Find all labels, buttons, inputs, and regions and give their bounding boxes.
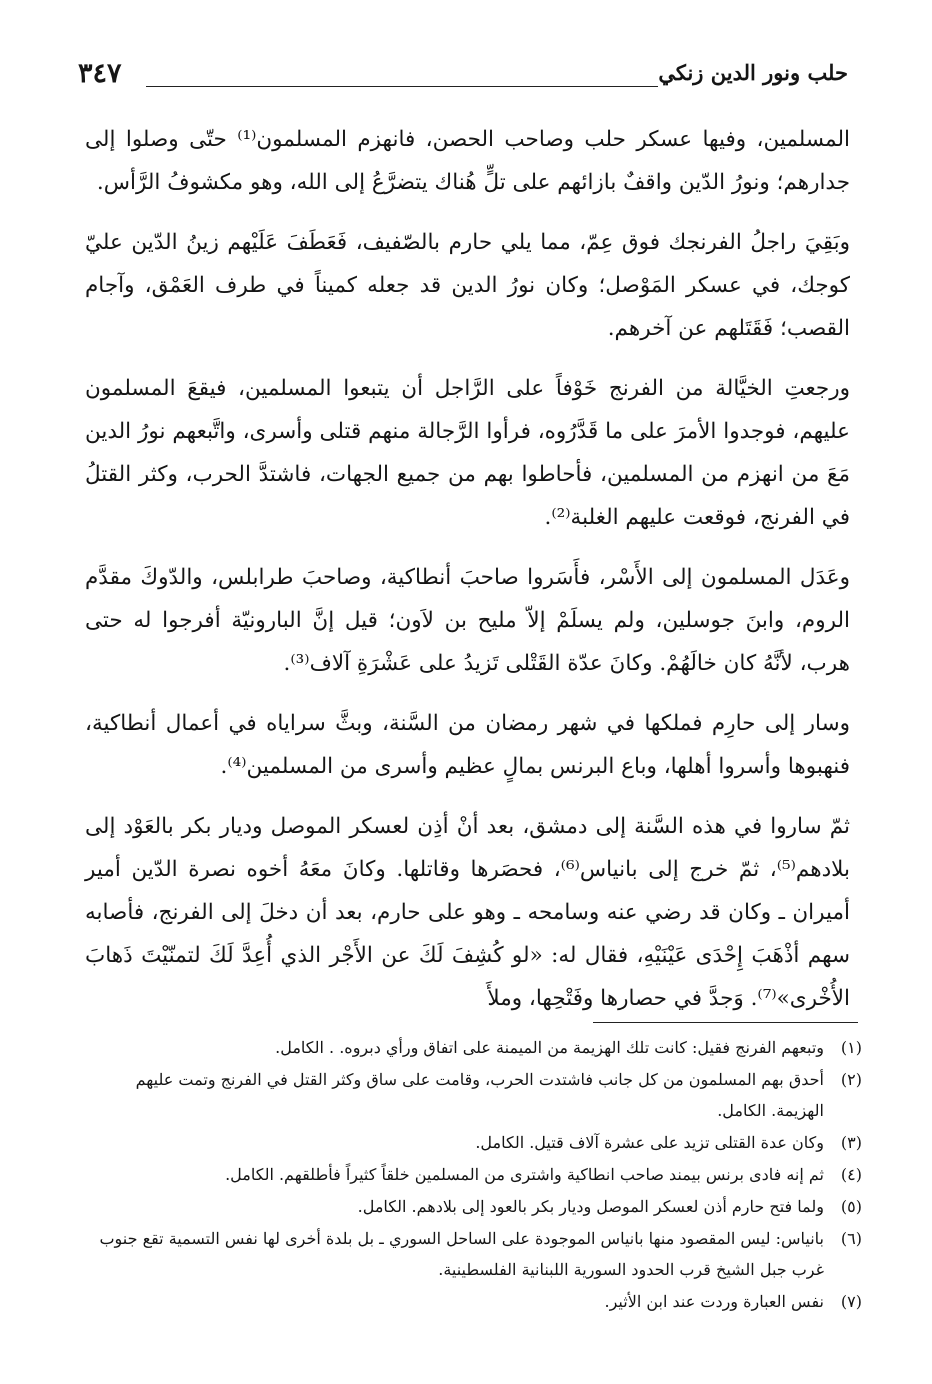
- page-header: [78, 56, 848, 96]
- footnote-text: وكان عدة القتلى تزيد على عشرة آلاف قتيل. الكامل.: [475, 1133, 824, 1152]
- paragraph: وبَقِيَ راجلُ الفرنجك فوق عِمّ، مما يلي حارم بالصّفيف، فَعَطَفَ عَلَيْهم زينُ الدّين عليّ كوجك، في عسكر المَوْصل؛ وكان نورُ الدين قد جعله كميناً في طرف العَمْق، وآجام القصب؛ فَقَتَلهم عن آخرهم.: [85, 230, 850, 341]
- footnote-text: نفس العبارة وردت عند ابن الأثير.: [604, 1292, 824, 1311]
- main-text: [85, 118, 850, 1037]
- footnote-number: (٤): [840, 1165, 862, 1184]
- footnote-number: (٥): [840, 1197, 862, 1216]
- footnote: [98, 1032, 862, 1063]
- footnotes: [98, 1032, 862, 1318]
- footnote-text: ولما فتح حارم أذن لعسكر الموصل وديار بكر بالعود إلى بلادهم. الكامل.: [357, 1197, 824, 1216]
- header-rule: [146, 86, 658, 87]
- footnote: [98, 1159, 862, 1190]
- footnote: [98, 1286, 862, 1317]
- footnote-number: (٧): [840, 1292, 862, 1311]
- footnote: [98, 1223, 862, 1285]
- paragraph: وعَدَل المسلمون إلى الأَسْر، فأَسَروا صاحبَ أنطاكية، وصاحبَ طرابلس، والدّوكَ مقدَّم الروم، وابنَ جوسلين، ولم يسلَمْ إلاّ مليح بن لاَون؛ قيل إنَّ البارونيّة أفرجوا له حتى هرب، لأنَّهُ كان خالَهُمْ. وكانَ عدّة القَتْلى تَزيدُ على عَشْرَةِ آلاف⁽³⁾.: [85, 565, 850, 676]
- footnote-text: ثم إنه فادى برنس بيمند صاحب انطاكية واشترى من المسلمين خلقاً كثيراً فأطلقهم. الكامل.: [225, 1165, 824, 1184]
- footnote-text: وتبعهم الفرنج فقيل: كانت تلك الهزيمة من الميمنة على اتفاق ورأي دبروه. . الكامل.: [275, 1038, 824, 1057]
- footnote: [98, 1127, 862, 1158]
- footnote: [98, 1191, 862, 1222]
- footnote-number: (٦): [840, 1229, 862, 1248]
- footnote-separator: [593, 1022, 858, 1023]
- page-number: ٣٤٧: [78, 58, 122, 89]
- running-title: حلب ونور الدين زنكي: [658, 60, 848, 85]
- footnote-number: (٢): [840, 1070, 862, 1089]
- paragraph: ثمّ ساروا في هذه السَّنة إلى دمشق، بعد أنْ أذِن لعسكر الموصل وديار بكر بالعَوْد إلى بلادهم⁽⁵⁾، ثمّ خرج إلى بانياس⁽⁶⁾، فحصَرها وقاتلها. وكانَ معَهُ أخوه نصرة الدّين أمير أميران ـ وكان قد رضي عنه وسامحه ـ وهو على حارم، بعد أن دخلَ إلى الفرنج، فأصابه سهم أذْهَبَ إِحْدَى عَيْنَيْهِ، فقال له: «لو كُشِفَ لَكَ عن الأَجْر الذي أُعِدَّ لَكَ لتمنّيْتَ ذَهابَ الأُخْرى»⁽⁷⁾. وَجدَّ في حصارها وفَتْحِها، وملأَ: [85, 814, 850, 1011]
- footnote-number: (٣): [840, 1133, 862, 1152]
- paragraph: المسلمين، وفيها عسكر حلب وصاحب الحصن، فانهزم المسلمون⁽¹⁾ حتّى وصلوا إلى جدارهم؛ ونورُ الدّين واقفٌ بازائهم على تلٍّ هُناك يتضرَّعُ إلى الله، وهو مكشوفُ الرَّأس.: [85, 127, 850, 195]
- paragraph: وسار إلى حارِم فملكها في شهر رمضان من السَّنة، وبثَّ سراياه في أعمال أنطاكية، فنهبوها وأسروا أهلها، وباع البرنس بمالٍ عظيم وأسرى من المسلمين⁽⁴⁾.: [85, 711, 850, 779]
- footnote: [98, 1064, 862, 1126]
- footnote-text: بانياس: ليس المقصود منها بانياس الموجودة على الساحل السوري ـ بل بلدة أخرى لها نفس التسمية تقع جنوب غرب جبل الشيخ قرب الحدود السورية اللبنانية الفلسطينية.: [99, 1229, 824, 1279]
- paragraph: ورجعتِ الخيَّالة من الفرنج خَوْفاً على الرَّاجل أن يتبعوا المسلمين، فيقعَ المسلمون عليهم، فوجدوا الأمرَ على ما قَدَّرُوه، فرأوا الرَّجالة منهم قتلى وأسرى، واتَّبعهم نورُ الدين مَعَ من انهزم من المسلمين، فأحاطوا بهم من جميع الجهات، فاشتدَّ الحرب، وكثر القتلُ في الفرنج، فوقعت عليهم الغلبة⁽²⁾.: [85, 376, 850, 530]
- footnote-number: (١): [840, 1038, 862, 1057]
- footnote-text: أحدق بهم المسلمون من كل جانب فاشتدت الحرب، وقامت على ساق وكثر القتل في الفرنج وتمت عليهم الهزيمة. الكامل.: [135, 1070, 824, 1120]
